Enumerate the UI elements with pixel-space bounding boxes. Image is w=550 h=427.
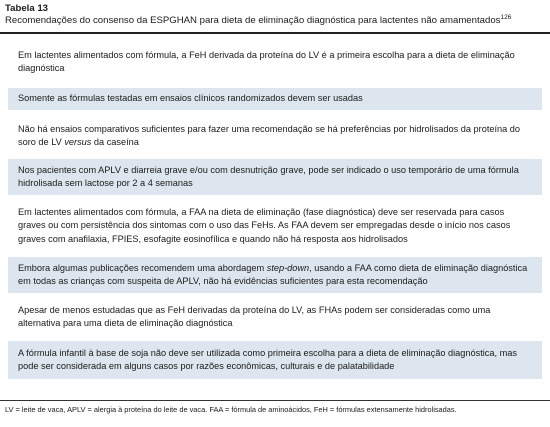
table-row (8, 119, 542, 153)
row-text-part: da caseína (91, 137, 139, 147)
row-text-emphasis: versus (64, 137, 92, 147)
row-text: Nos pacientes com APLV e diarreia grave e/ou com desnutrição grave, pode ser indicado o uso temporário de uma fórmula hidrolisada sem lactose por 2 a 4 semanas (18, 164, 519, 188)
table-caption (5, 15, 511, 27)
top-rule (0, 32, 550, 34)
caption-reference: 126 (500, 14, 512, 21)
table-row (8, 88, 542, 110)
row-text (18, 262, 532, 289)
row-text-emphasis: step-down (266, 262, 310, 273)
table-row (8, 159, 542, 195)
row-text: A fórmula infantil à base de soja não deve ser utilizada como primeira escolha para a dieta de eliminação diagnóstica, mas pode ser considerada em alguns casos por razões econômicas, culturais e de palatabilidade (18, 347, 517, 371)
bottom-rule (0, 400, 550, 401)
table-row (8, 202, 542, 250)
row-text-part: Não há ensaios comparativos suficientes para fazer uma recomendação se há preferências por hidrolisados da proteína do soro de LV (18, 123, 521, 147)
table-title: Tabela 13 (5, 3, 49, 14)
row-text-part: , usando a FAA como dieta de eliminação diagnóstica em todas as crianças com suspeita de APLV, não há evidências suficientes para esta recomendação (18, 262, 528, 286)
row-text: Em lactentes alimentados com fórmula, a FAA na dieta de eliminação (fase diagnóstica) deve ser reservada para casos graves ou com persistência dos sintomas com o uso das FeHs. As FAA devem ser empregadas desde o início nos casos graves com anafilaxia, FPIES, esofagite eosinofílica e quando não há resposta aos hidrolisados (18, 206, 511, 244)
table-row (8, 299, 542, 335)
row-text: Apesar de menos estudadas que as FeH derivadas da proteína do LV, as FHAs podem ser consideradas como uma alternativa para uma dieta de eliminação diagnóstica (18, 304, 491, 328)
table-footnote: LV = leite de vaca, APLV = alergia à proteína do leite de vaca. FAA = fórmula de aminoácidos, FeH = fórmulas extensamente hidrolisadas. (5, 405, 457, 414)
table-row (8, 257, 542, 293)
table-row (8, 45, 542, 79)
row-text-part: Embora algumas publicações recomendem uma abordagem (18, 262, 267, 273)
table-caption-text: Recomendações do consenso da ESPGHAN para dieta de eliminação diagnóstica para lactentes não amamentados (5, 15, 501, 26)
row-text (18, 123, 532, 150)
row-text: Somente as fórmulas testadas em ensaios clínicos randomizados devem ser usadas (18, 93, 363, 104)
row-text: Em lactentes alimentados com fórmula, a FeH derivada da proteína do LV é a primeira escolha para a dieta de eliminação diagnóstica (18, 49, 515, 73)
table-row (8, 341, 542, 379)
